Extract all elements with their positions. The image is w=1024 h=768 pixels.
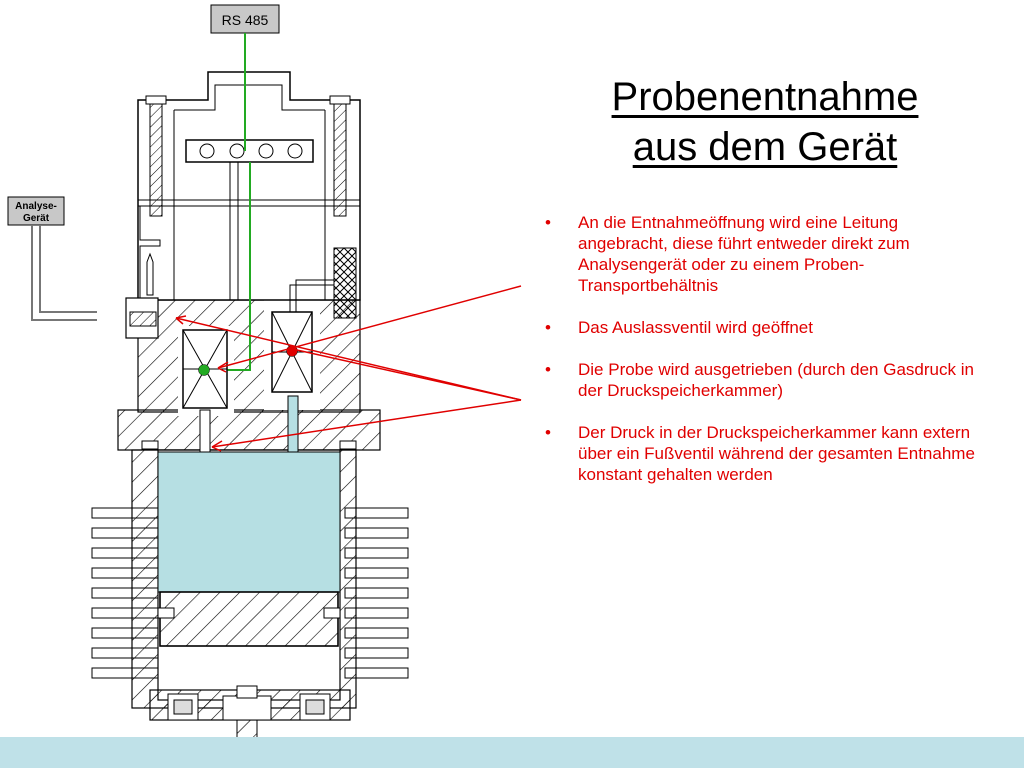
rs485-text: RS 485 — [221, 12, 269, 28]
bullet-symbol: • — [545, 318, 551, 337]
bullet-text: Der Druck in der Druckspeicherkammer kann extern über ein Fußventil während der gesamten Entnahme konstant gehalten werden — [578, 423, 975, 484]
bullet-text: An die Entnahmeöffnung wird eine Leitung angebracht, diese führt entweder direkt zum Analysengerät oder zu einem Proben-Transportbehältnis — [578, 213, 910, 295]
bullet-symbol: • — [545, 360, 551, 379]
bottom-band — [0, 737, 1024, 768]
sample-chamber — [158, 452, 340, 592]
bullet-symbol: • — [545, 423, 551, 442]
rs485-label — [211, 5, 279, 33]
connector-strip — [186, 140, 313, 162]
outlet-port — [126, 298, 158, 338]
piston — [158, 592, 340, 646]
analyse-label-line1: Analyse- — [15, 201, 57, 212]
bullet-item — [545, 359, 975, 401]
outlet-valve-indicator — [199, 365, 210, 376]
bullet-item — [545, 422, 975, 485]
bullet-symbol: • — [545, 213, 551, 232]
head-flange — [118, 410, 380, 450]
slide-title — [560, 72, 970, 172]
bullet-item — [545, 317, 975, 338]
bullet-list — [545, 212, 975, 506]
bullet-text: Das Auslassventil wird geöffnet — [578, 318, 813, 337]
analyse-label-line2: Gerät — [22, 213, 50, 224]
bullet-text: Die Probe wird ausgetrieben (durch den Gasdruck in der Druckspeicherkammer) — [578, 360, 974, 400]
analyse-geraet-label — [8, 197, 64, 225]
bullet-item — [545, 212, 975, 296]
sample-tube — [32, 225, 97, 320]
slide-title-line1: Probenentnahme — [611, 75, 919, 119]
slide-title-line2: aus dem Gerät — [632, 125, 898, 169]
